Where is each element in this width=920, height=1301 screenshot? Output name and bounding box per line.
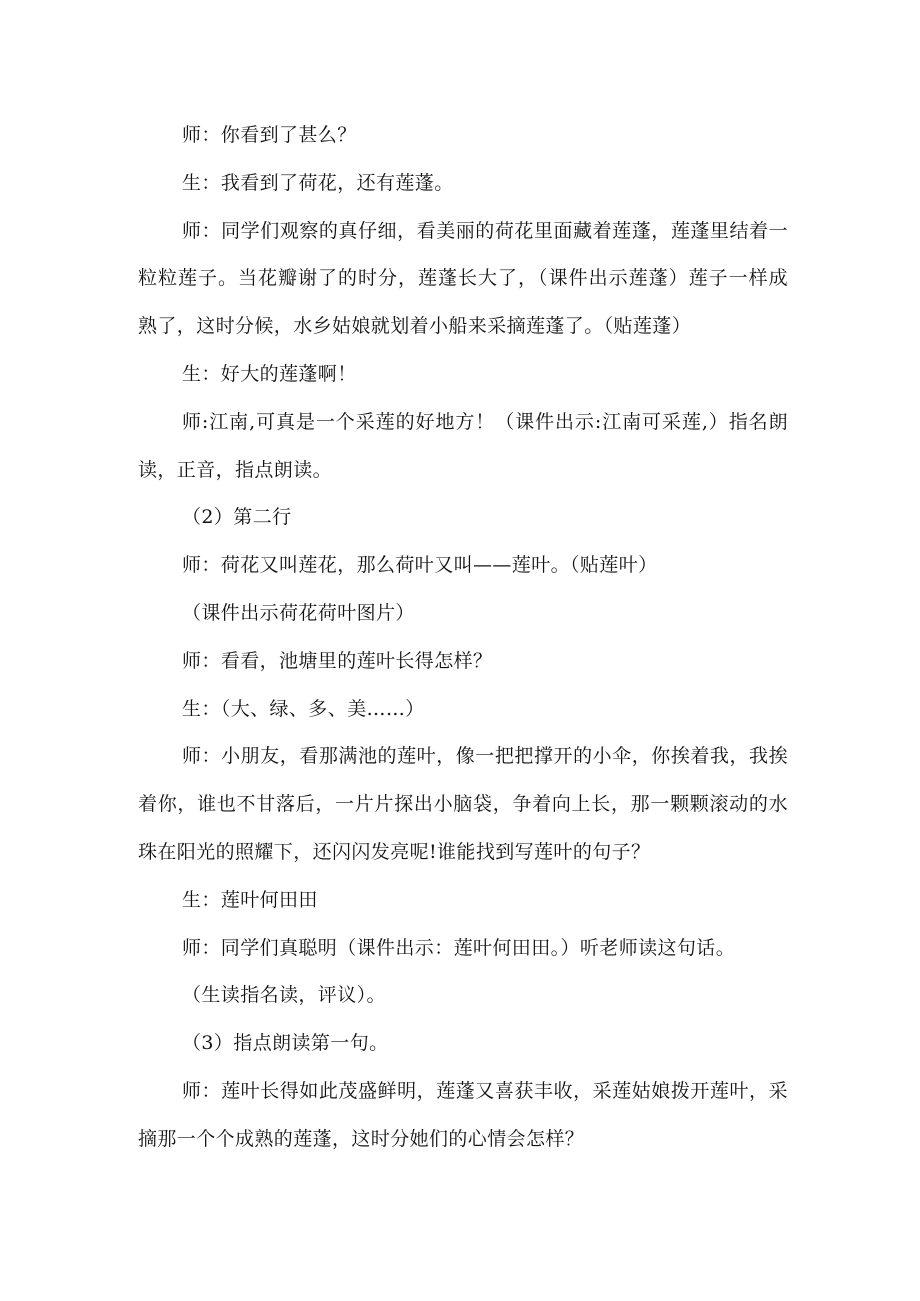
paragraph-teacher-pond: 师：看看，池塘里的莲叶长得怎样？ (182, 649, 493, 672)
paragraph-teacher-question: 师：你看到了甚么？ (182, 124, 357, 146)
paragraph-reading-note: （生读指名读，评议）。 (182, 984, 386, 1007)
paragraph-student-exclaim: 生：好大的莲蓬啊！ (182, 362, 357, 385)
paragraph-teacher-jiangnan: 师:江南,可真是一个采莲的好地方！（课件出示:江南可采莲,）指名朗读，正音，指点朗读。 (138, 410, 788, 481)
section-heading-second-line: （2）第二行 (182, 506, 292, 529)
paragraph-teacher-praise: 师：同学们真聪明（课件出示：莲叶何田田。）听老师读这句话。 (182, 936, 736, 959)
paragraph-student-quote: 生：莲叶何田田 (182, 888, 318, 911)
paragraph-courseware-note: （课件出示荷花荷叶图片） (182, 601, 415, 624)
paragraph-teacher-mood: 师：莲叶长得如此茂盛鲜明，莲蓬又喜获丰收，采莲姑娘拨开莲叶，采摘那一个个成熟的莲蓬，这时分她们的心情会怎样？ (138, 1079, 788, 1150)
paragraph-teacher-lotus-seedpod: 师：同学们观察的真仔细，看美丽的荷花里面藏着莲蓬，莲蓬里结着一粒粒莲子。当花瓣谢了的时分，莲蓬长大了，（课件出示莲蓬）莲子一样成熟了，这时分候，水乡姑娘就划着小船来采摘莲蓬了。（贴莲蓬） (138, 219, 788, 338)
section-heading-third: （3）指点朗读第一句。 (182, 1032, 389, 1055)
document-body (138, 112, 788, 1164)
paragraph-teacher-lotus-leaf: 师：荷花又叫莲花，那么荷叶又叫——莲叶。（贴莲叶） (182, 554, 658, 577)
paragraph-teacher-description: 师：小朋友，看那满池的莲叶，像一把把撑开的小伞，你挨着我，我挨着你，谁也不甘落后，一片片探出小脑袋，争着向上长，那一颗颗滚动的水珠在阳光的照耀下，还闪闪发亮呢!谁能找到写莲叶的句子？ (138, 745, 788, 863)
paragraph-student-answer: 生：我看到了荷花，还有莲蓬。 (182, 171, 454, 194)
paragraph-student-descriptors: 生：（大、绿、多、美……） (182, 697, 425, 720)
